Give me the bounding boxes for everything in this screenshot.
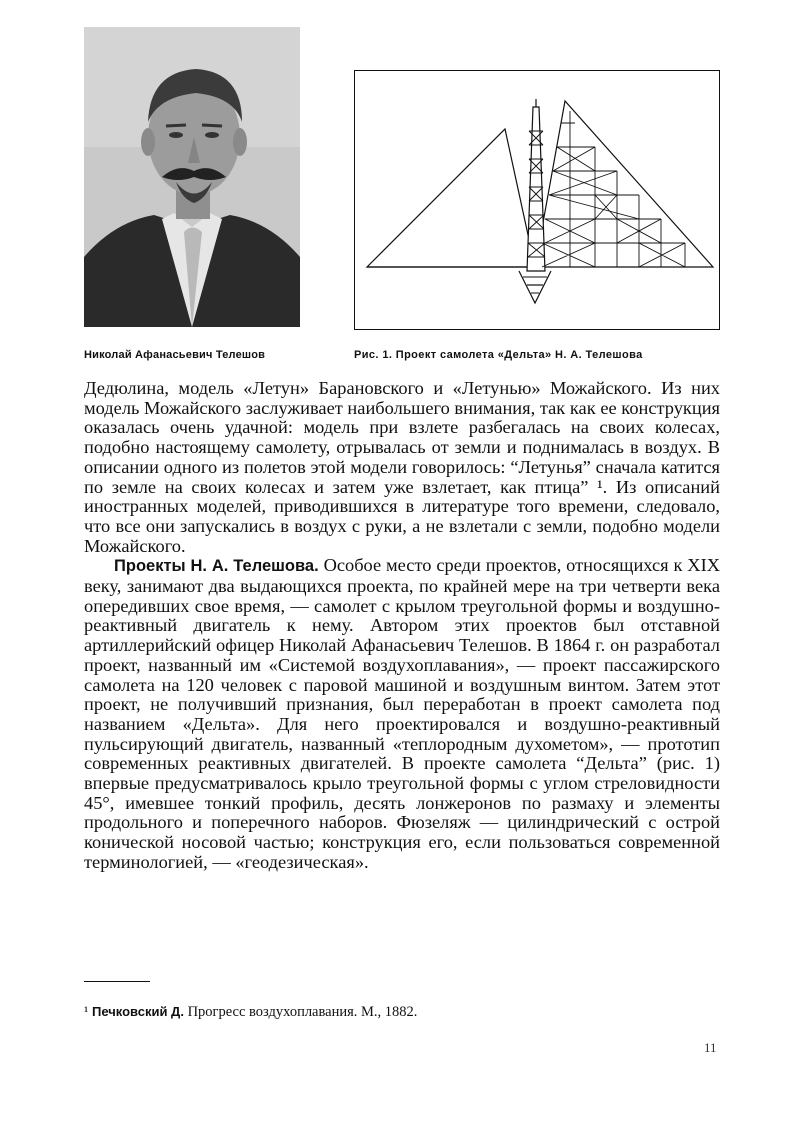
- figure-caption: Рис. 1. Проект самолета «Дельта» Н. А. Телешова: [354, 349, 643, 361]
- paragraph: Дедюлина, модель «Летун» Барановского и «Летунью» Можайского. Из них модель Можайского заслуживает наибольшего внимания, так как ее конструкция оказалась очень удачной: модель при взлете разбегалась на своих колесах, подобно настоящему самолету, отрывалась от земли и поднималась в воздух. В описании одного из полетов этой модели говорилось: “Летунья” сначала катится по земле на своих колесах и затем уже взлетает, как птица” ¹. Из описаний иностранных моделей, приводившихся в литературе того времени, следовало, что все они запускались в воздух с руки, а не взлетали с земли, подобно модели Можайского.: [84, 378, 720, 556]
- footnote-marker: ¹: [84, 1004, 89, 1020]
- portrait-photo: [84, 27, 300, 327]
- delta-aircraft-drawing-icon: [355, 71, 718, 328]
- paragraph-text: Особое место среди проектов, относящихся к XIX веку, занимают два выдающихся проекта, по крайней мере на три четверти века опередивших свое время, — самолет с крылом треугольной формы и воздушно-реактивный двигатель к нему. Автором этих проектов был отставной артиллерийский офицер Николай Афанасьевич Телешов. В 1864 г. он разработал проект, названный им «Системой воздухоплавания», — проект пассажирского самолета на 120 человек с паровой машиной и воздушным винтом. Затем этот проект, не получивший признания, был переработан в проект самолета под названием «Дельта». Для него проектировался и воздушно-реактивный пульсирующий двигатель, названный «теплородным духометом», — прототип современных реактивных двигателей. В проекте самолета “Дельта” (рис. 1) впервые предусматривалось крыло треугольной формы с углом стреловидности 45°, имевшее тонкий профиль, десять лонжеронов по размаху и элементы продольного и поперечного наборов. Фюзеляж — цилиндрический с острой конической носовой частью; конструкция его, если пользоваться современной терминологией, — «геодезическая».: [84, 555, 720, 872]
- footnote: [84, 1004, 684, 1021]
- figure-delta-aircraft: [354, 70, 720, 330]
- portrait-caption: Николай Афанасьевич Телешов: [84, 349, 266, 361]
- footnote-author: Печковский Д.: [91, 1004, 184, 1019]
- portrait-photo-icon: [84, 27, 300, 327]
- paragraph: [84, 556, 720, 872]
- footnote-text: Прогресс воздухоплавания. М., 1882.: [187, 1004, 418, 1020]
- section-heading: Проекты Н. А. Телешова.: [114, 557, 319, 576]
- footnote-divider: [84, 981, 150, 982]
- page-number: 11: [704, 1040, 717, 1055]
- article-body: [84, 379, 720, 873]
